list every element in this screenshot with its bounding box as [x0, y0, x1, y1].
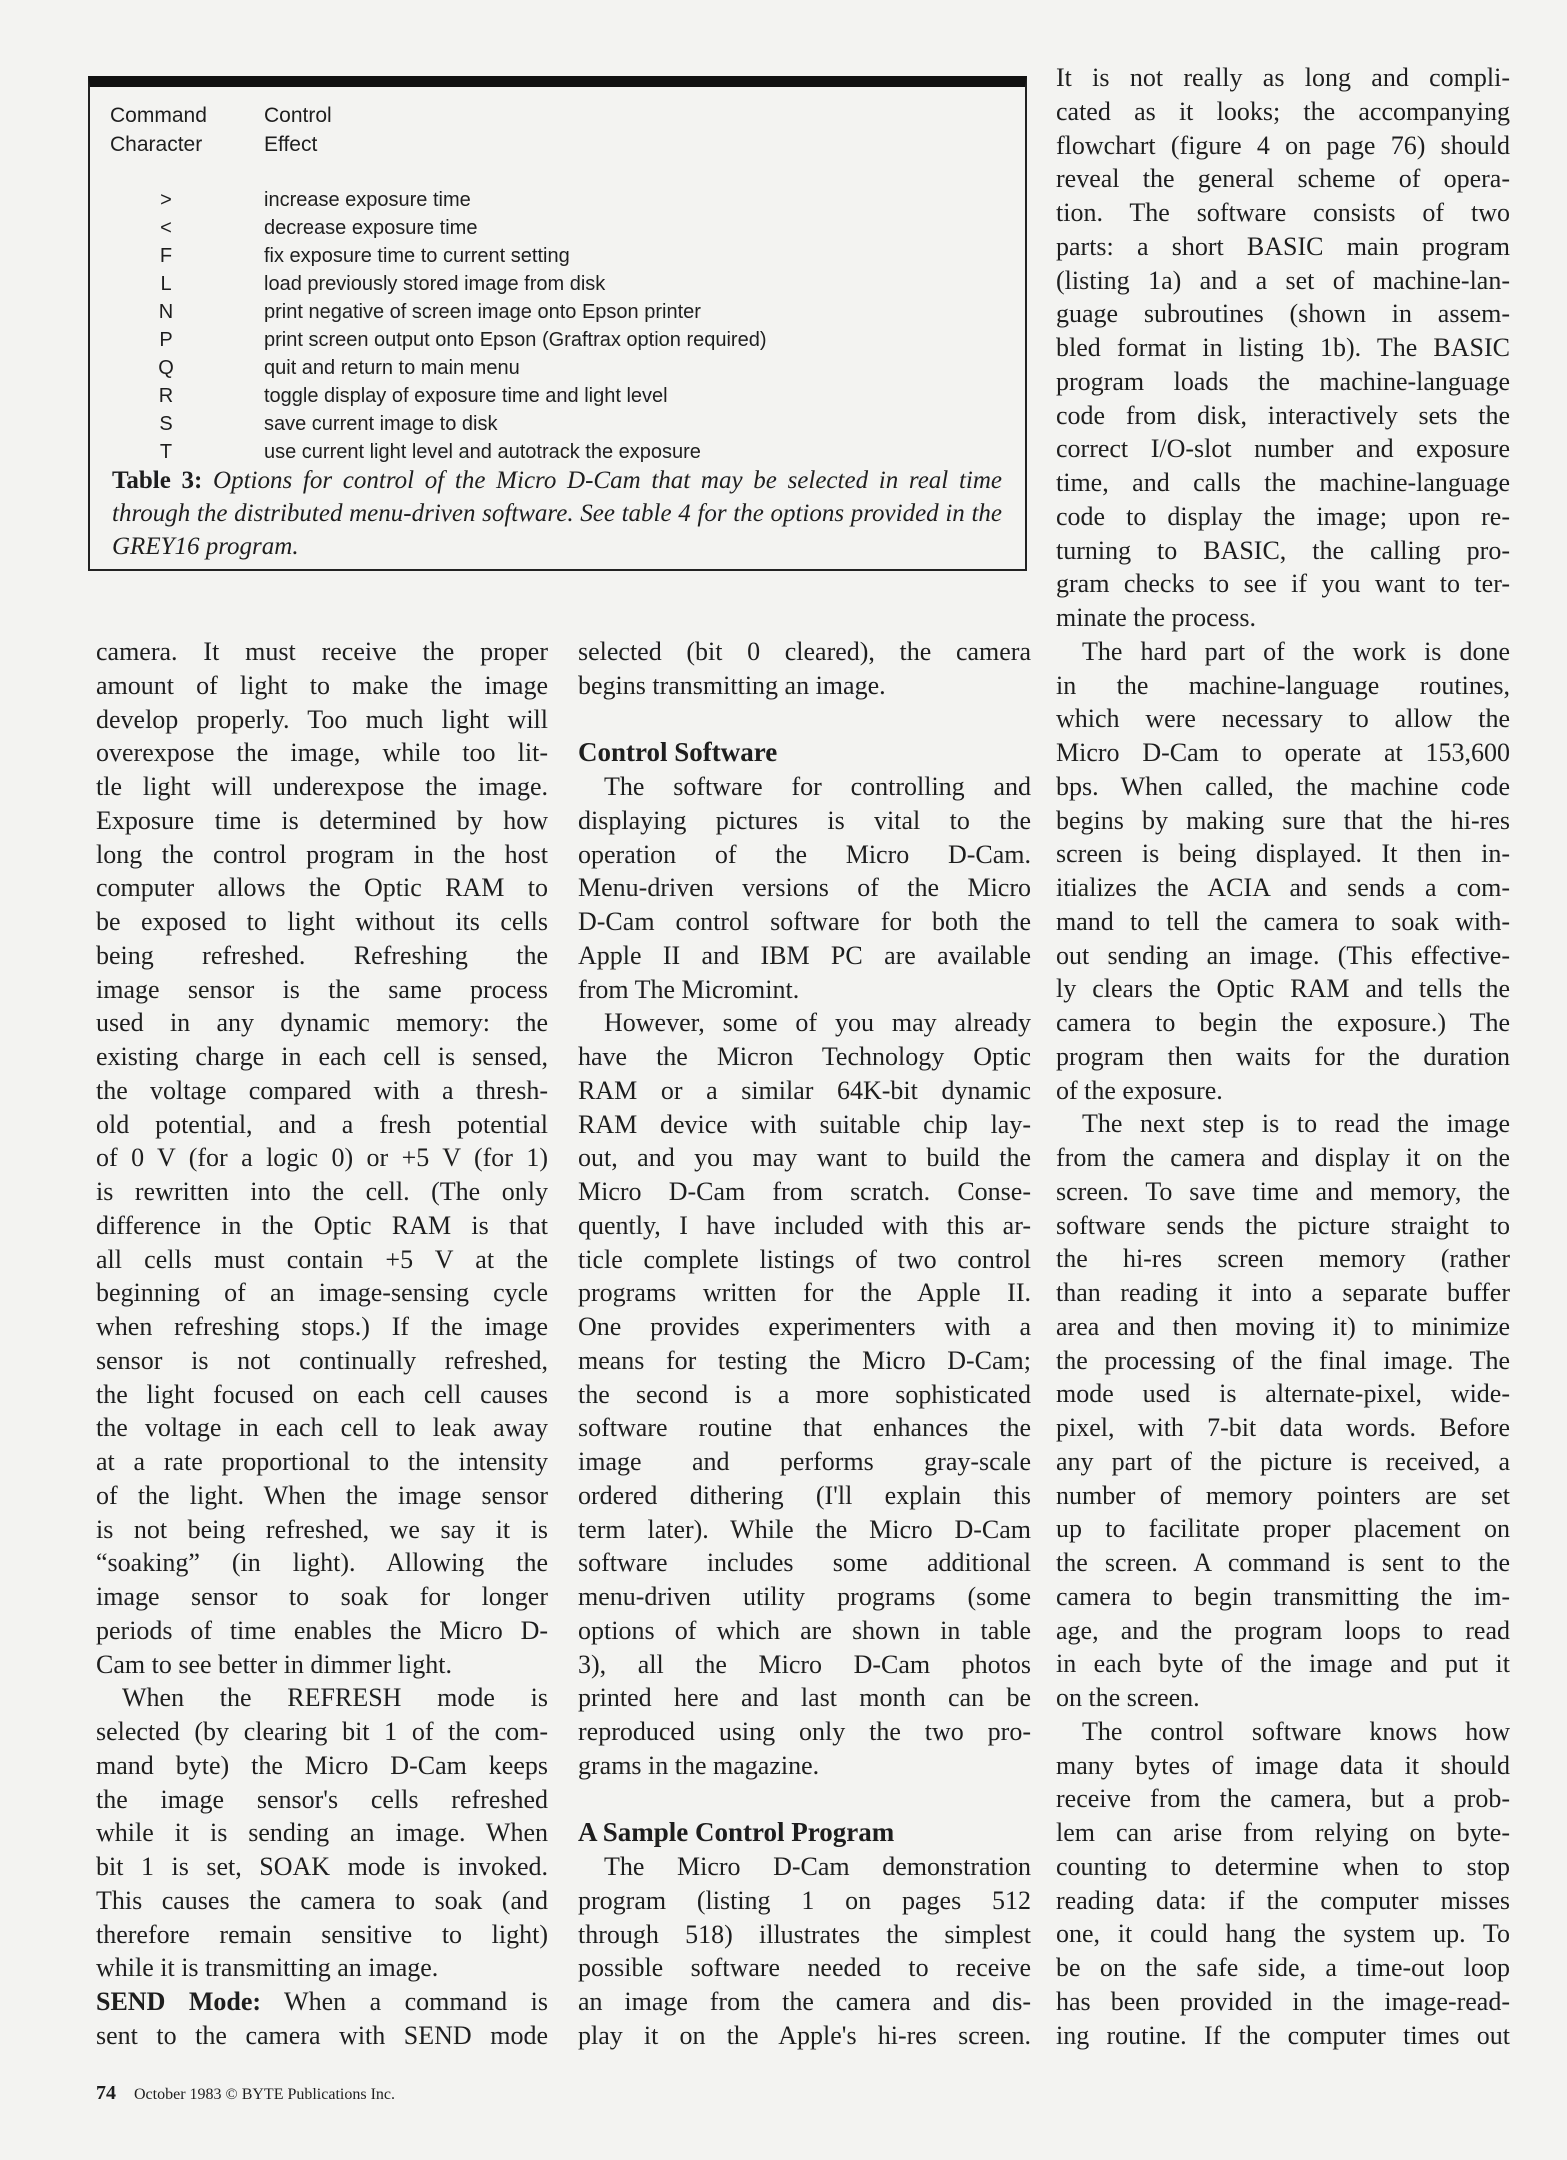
text-line: while it is sending an image. When — [96, 1818, 548, 1848]
text-line: When the REFRESH mode is — [122, 1683, 548, 1713]
text-line: the voltage compared with a thresh- — [96, 1075, 548, 1105]
text-line: than reading it into a separate buffer — [1056, 1278, 1510, 1307]
table-row — [90, 354, 1025, 382]
text-line: program loads the machine-language — [1056, 366, 1510, 396]
text-line: the voltage in each cell to leak away — [96, 1413, 548, 1443]
command-character: F — [159, 245, 173, 267]
text-line: mode used is alternate-pixel, wide- — [1056, 1379, 1510, 1409]
table-caption — [112, 464, 1002, 563]
text-line: old potential, and a fresh potential — [96, 1109, 548, 1139]
text-line: turning to BASIC, the calling pro- — [1056, 535, 1510, 565]
page-number: 74 — [96, 2082, 116, 2104]
text-line: options of which are shown in table — [578, 1615, 1031, 1645]
text-line: Micro D-Cam to operate at 153,600 — [1056, 738, 1510, 767]
text-line: selected (bit 0 cleared), the camera — [578, 637, 1031, 666]
text-line: develop properly. Too much light will — [96, 704, 548, 734]
text-line: be on the safe side, a time-out loop — [1056, 1953, 1510, 1982]
text-line: tion. The software consists of two — [1056, 198, 1510, 227]
control-effect: toggle display of exposure time and light level — [264, 385, 668, 407]
text-line: the hi-res screen memory (rather — [1056, 1244, 1510, 1274]
text-line: Micro D-Cam from scratch. Conse- — [578, 1177, 1031, 1206]
table-row — [90, 214, 1025, 242]
text-line: out sending an image. (This effective- — [1056, 940, 1510, 970]
table-row — [90, 298, 1025, 326]
header-command-line2: Character — [110, 133, 203, 156]
text-line: code to display the image; upon re- — [1056, 501, 1510, 531]
text-line: software sends the picture straight to — [1056, 1210, 1510, 1240]
text-line: screen is being displayed. It then in- — [1056, 839, 1510, 869]
text-line: One provides experimenters with a — [578, 1312, 1031, 1341]
text-line: program then waits for the duration — [1056, 1041, 1510, 1071]
text-line: operation of the Micro D-Cam. — [578, 839, 1031, 869]
text-line: The control software knows how — [1082, 1716, 1510, 1746]
line-text: When a command is — [261, 1987, 548, 2016]
text-line: The hard part of the work is done — [1082, 636, 1510, 666]
text-line: existing charge in each cell is sensed, — [96, 1042, 548, 1071]
text-line: possible software needed to receive — [578, 1953, 1031, 1983]
control-effect: save current image to disk — [264, 413, 498, 435]
header-command-line1: Command — [110, 104, 207, 127]
text-line: cated as it looks; the accompanying — [1056, 96, 1510, 126]
text-line: have the Micron Technology Optic — [578, 1042, 1031, 1071]
text-line: overexpose the image, while too lit- — [96, 738, 548, 768]
run-in-heading: SEND Mode: — [96, 1987, 262, 2016]
column-2 — [578, 635, 1031, 2053]
text-line: bled format in listing 1b). The BASIC — [1056, 333, 1510, 362]
table-3 — [88, 76, 1027, 571]
text-line: D-Cam control software for both the — [578, 907, 1031, 936]
text-line: up to facilitate proper placement on — [1056, 1514, 1510, 1544]
table-row — [90, 326, 1025, 354]
text-line: used in any dynamic memory: the — [96, 1008, 548, 1038]
text-line: an image from the camera and dis- — [578, 1987, 1031, 2016]
text-line: camera. It must receive the proper — [96, 637, 548, 666]
control-effect: use current light level and autotrack the exposure — [264, 441, 701, 463]
text-line: at a rate proportional to the intensity — [96, 1447, 548, 1476]
text-line: correct I/O-slot number and exposure — [1056, 434, 1510, 464]
text-line: mand byte) the Micro D-Cam keeps — [96, 1750, 548, 1780]
text-line: of the exposure. — [1056, 1075, 1223, 1105]
text-line: itializes the ACIA and sends a com- — [1056, 873, 1510, 902]
text-line: selected (by clearing bit 1 of the com- — [96, 1717, 548, 1746]
text-line: of the light. When the image sensor — [96, 1480, 548, 1510]
caption-text: Options for control of the Micro D-Cam that may be selected in real time through the distributed menu-driven software. See table 4 for the options provided in the GREY16 program. — [112, 467, 1002, 560]
text-line: ordered dithering (I'll explain this — [578, 1480, 1031, 1510]
header-effect-line2: Effect — [264, 133, 318, 156]
text-line: printed here and last month can be — [578, 1683, 1031, 1713]
text-line: reveal the general scheme of opera- — [1056, 164, 1510, 194]
text-line: age, and the program loops to read — [1056, 1615, 1510, 1645]
text-line: (listing 1a) and a set of machine-lan- — [1056, 265, 1510, 295]
text-line: out, and you may want to build the — [578, 1143, 1031, 1173]
text-line: number of memory pointers are set — [1056, 1480, 1510, 1510]
control-effect: load previously stored image from disk — [264, 273, 606, 295]
text-line: minate the process. — [1056, 603, 1256, 632]
command-character: P — [159, 329, 173, 351]
table-row — [90, 382, 1025, 410]
control-effect: quit and return to main menu — [264, 357, 520, 379]
text-line: amount of light to make the image — [96, 670, 548, 700]
table-row — [90, 186, 1025, 214]
header-effect-line1: Control — [264, 104, 332, 127]
blank-line — [578, 703, 1031, 737]
text-line: is not being refreshed, we say it is — [96, 1514, 548, 1544]
command-character: < — [160, 217, 172, 239]
text-line: the processing of the final image. The — [1056, 1345, 1510, 1375]
text-line: image sensor is the same process — [96, 974, 548, 1004]
text-line: camera to begin transmitting the im- — [1056, 1581, 1510, 1611]
command-character: T — [159, 441, 173, 463]
text-line: tle light will underexpose the image. — [96, 772, 548, 801]
text-line: has been provided in the image-read- — [1056, 1986, 1510, 2016]
text-line: displaying pictures is vital to the — [578, 805, 1031, 835]
text-line: lem can arise from relying on byte- — [1056, 1818, 1510, 1847]
text-line: reproduced using only the two pro- — [578, 1717, 1031, 1746]
text-line: computer allows the Optic RAM to — [96, 873, 548, 903]
text-line: from The Micromint. — [578, 974, 800, 1004]
control-effect: decrease exposure time — [264, 217, 478, 239]
text-line: This causes the camera to soak (and — [96, 1885, 548, 1915]
text-line: parts: a short BASIC main program — [1056, 231, 1510, 261]
text-line: program (listing 1 on pages 512 — [578, 1885, 1031, 1915]
column-1 — [96, 635, 548, 2053]
text-line: mand to tell the camera to soak with- — [1056, 906, 1510, 936]
text-line: the light focused on each cell causes — [96, 1379, 548, 1409]
text-line: bps. When called, the machine code — [1056, 771, 1510, 801]
text-line: Apple II and IBM PC are available — [578, 940, 1031, 970]
text-line: pixel, with 7-bit data words. Before — [1056, 1413, 1510, 1442]
text-line: which were necessary to allow the — [1056, 704, 1510, 734]
text-line: while it is transmitting an image. — [96, 1953, 439, 1983]
control-effect: print screen output onto Epson (Graftrax option required) — [264, 329, 767, 351]
text-line: counting to determine when to stop — [1056, 1851, 1510, 1881]
caption-label: Table 3: — [112, 467, 203, 494]
text-line — [96, 1985, 548, 2019]
text-line: sent to the camera with SEND mode — [96, 2020, 548, 2050]
text-line: means for testing the Micro D-Cam; — [578, 1345, 1031, 1375]
text-line: “soaking” (in light). Allowing the — [96, 1548, 548, 1578]
control-effect: fix exposure time to current setting — [264, 245, 570, 267]
text-line: The next step is to read the image — [1082, 1109, 1510, 1139]
text-line: many bytes of image data it should — [1056, 1750, 1510, 1780]
text-line: therefore remain sensitive to light) — [96, 1919, 548, 1949]
text-line: RAM or a similar 64K-bit dynamic — [578, 1075, 1031, 1105]
section-heading: A Sample Control Program — [578, 1817, 895, 1848]
text-line: begins by making sure that the hi-res — [1056, 805, 1510, 835]
text-line: programs written for the Apple II. — [578, 1278, 1031, 1308]
text-line: periods of time enables the Micro D- — [96, 1615, 548, 1645]
text-line: in each byte of the image and put it — [1056, 1649, 1510, 1679]
text-line: the screen. A command is sent to the — [1056, 1548, 1510, 1577]
text-line: guage subroutines (shown in assem- — [1056, 299, 1510, 329]
text-line: of 0 V (for a logic 0) or +5 V (for 1) — [96, 1143, 548, 1173]
blank-line — [578, 1783, 1031, 1817]
text-line: the image sensor's cells refreshed — [96, 1784, 548, 1814]
text-line: through 518) illustrates the simplest — [578, 1919, 1031, 1949]
text-line: It is not really as long and compli- — [1056, 63, 1510, 92]
text-line: Menu-driven versions of the Micro — [578, 873, 1031, 903]
command-character: R — [158, 385, 174, 407]
text-line: area and then moving it) to minimize — [1056, 1311, 1510, 1341]
text-line: on the screen. — [1056, 1683, 1200, 1712]
text-line: The Micro D-Cam demonstration — [604, 1852, 1031, 1881]
text-line: be exposed to light without its cells — [96, 907, 548, 936]
text-line: However, some of you may already — [604, 1008, 1031, 1038]
text-line: image and performs gray-scale — [578, 1447, 1031, 1476]
text-line: reading data: if the computer misses — [1056, 1885, 1510, 1915]
text-line: play it on the Apple's hi-res screen. — [578, 2020, 1031, 2050]
control-effect: increase exposure time — [264, 189, 471, 211]
text-line: ticle complete listings of two control — [578, 1244, 1031, 1274]
text-line: code from disk, interactively sets the — [1056, 400, 1510, 430]
command-character: S — [159, 413, 173, 435]
text-line: in the machine-language routines, — [1056, 670, 1510, 700]
text-line: term later). While the Micro D-Cam — [578, 1514, 1031, 1544]
text-line: from the camera and display it on the — [1056, 1143, 1510, 1172]
table-row — [90, 410, 1025, 438]
text-line: software includes some additional — [578, 1548, 1031, 1578]
text-line: long the control program in the host — [96, 839, 548, 869]
control-effect: print negative of screen image onto Epson printer — [264, 301, 701, 323]
text-line: one, it could hang the system up. To — [1056, 1919, 1510, 1949]
text-line: grams in the magazine. — [578, 1750, 820, 1780]
text-line: being refreshed. Refreshing the — [96, 940, 548, 970]
text-line: The software for controlling and — [604, 772, 1031, 801]
text-line: quently, I have included with this ar- — [578, 1210, 1031, 1240]
table-row — [90, 438, 1025, 466]
text-line: camera to begin the exposure.) The — [1056, 1008, 1510, 1037]
text-line: ly clears the Optic RAM and tells the — [1056, 974, 1510, 1004]
text-line: all cells must contain +5 V at the — [96, 1244, 548, 1274]
command-character: L — [160, 273, 172, 295]
text-line: Cam to see better in dimmer light. — [96, 1649, 452, 1679]
text-line: software routine that enhances the — [578, 1413, 1031, 1443]
table-row — [90, 242, 1025, 270]
text-line: sensor is not continually refreshed, — [96, 1345, 548, 1375]
text-line: gram checks to see if you want to ter- — [1056, 569, 1510, 599]
text-line: flowchart (figure 4 on page 76) should — [1056, 130, 1510, 160]
text-line: RAM device with suitable chip lay- — [578, 1109, 1031, 1139]
table-row — [90, 270, 1025, 298]
text-line: screen. To save time and memory, the — [1056, 1176, 1510, 1206]
text-line: Exposure time is determined by how — [96, 805, 548, 835]
text-line: when refreshing stops.) If the image — [96, 1312, 548, 1341]
footer-credit: October 1983 © BYTE Publications Inc. — [134, 2086, 395, 2103]
command-character: N — [158, 301, 174, 323]
text-line: ing routine. If the computer times out — [1056, 2020, 1510, 2050]
text-line: image sensor to soak for longer — [96, 1582, 548, 1611]
command-character: Q — [158, 357, 174, 379]
text-line: begins transmitting an image. — [578, 670, 886, 700]
text-line: bit 1 is set, SOAK mode is invoked. — [96, 1852, 548, 1881]
text-line: 3), all the Micro D-Cam photos — [578, 1649, 1031, 1679]
column-3 — [1056, 61, 1510, 2052]
text-line: the second is a more sophisticated — [578, 1379, 1031, 1409]
text-line: any part of the picture is received, a — [1056, 1446, 1510, 1476]
page-footer — [96, 2082, 395, 2105]
text-line: receive from the camera, but a prob- — [1056, 1784, 1510, 1814]
command-character: > — [160, 189, 172, 211]
text-line: time, and calls the machine-language — [1056, 468, 1510, 497]
text-line: beginning of an image-sensing cycle — [96, 1278, 548, 1308]
text-line: difference in the Optic RAM is that — [96, 1210, 548, 1240]
section-heading: Control Software — [578, 737, 778, 768]
text-line: is rewritten into the cell. (The only — [96, 1177, 548, 1206]
text-line: menu-driven utility programs (some — [578, 1582, 1031, 1611]
